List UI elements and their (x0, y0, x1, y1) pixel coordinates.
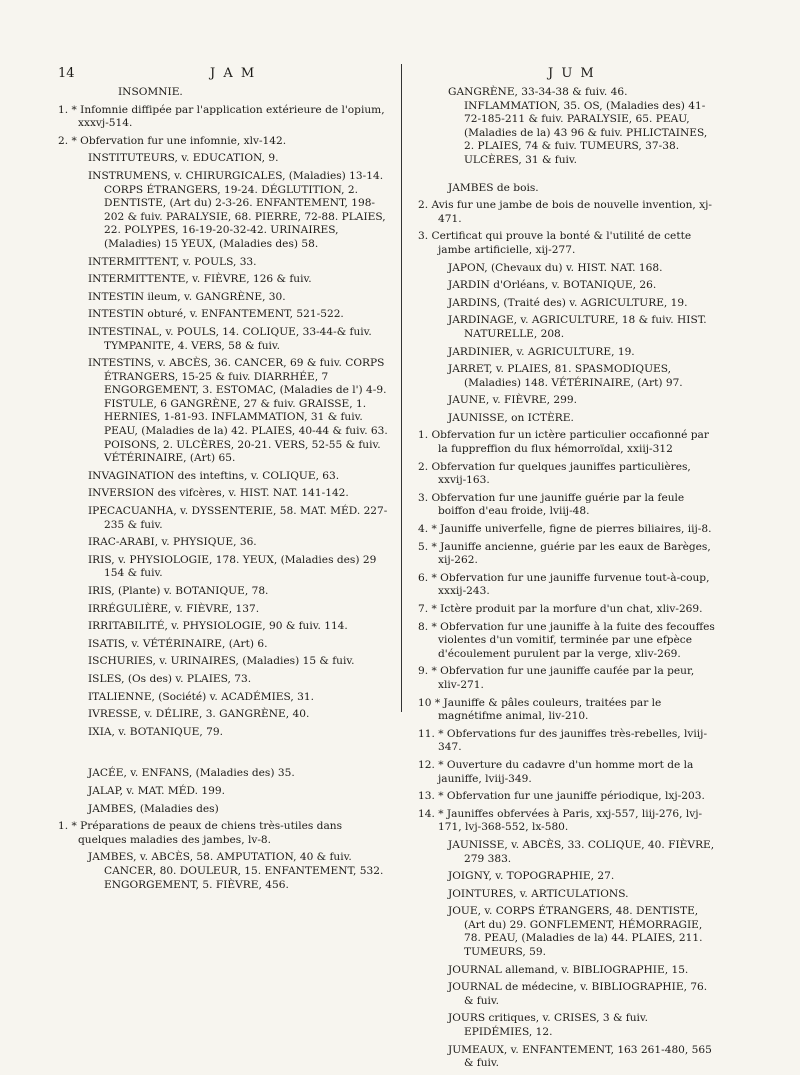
index-entry: JAUNISSE, on ICTÈRE. (448, 411, 574, 424)
numbered-entry: 1. Obfervation fur un ictère particulier occafionné par la fuppreffion du flux hémorroïdal, xxiij-312 (418, 429, 709, 456)
right-column (418, 86, 718, 1075)
numbered-entry: 14. * Jauniffes obfervées à Paris, xxj-557, liij-276, lvj-171, lvj-368-552, lx-580. (418, 807, 703, 834)
index-entry: IRIS, (Plante) v. BOTANIQUE, 78. (88, 585, 269, 597)
index-entry: ISLES, (Os des) v. PLAIES, 73. (88, 672, 252, 685)
section-heading: INSOMNIE. (118, 86, 183, 98)
index-entry: JOURNAL allemand, v. BIBLIOGRAPHIE, 15. (448, 963, 689, 976)
index-entry: INTERMITTENT, v. POULS, 33. (88, 255, 257, 268)
numbered-entry: 3. Certificat qui prouve la bonté & l'utilité de cette jambe artificielle, xij-277. (418, 230, 692, 256)
numbered-entry: 9. * Obfervation fur une jauniffe caufée par la peur, xliv-271. (418, 665, 695, 691)
index-entry: JALAP, v. MAT. MÉD. 199. (88, 784, 225, 797)
numbered-entry: 11. * Obfervations fur des jauniffes très-rebelles, lviij-347. (418, 727, 708, 754)
index-entry: JARDINIER, v. AGRICULTURE, 19. (448, 345, 635, 358)
running-head-right: J U M (548, 66, 596, 81)
index-entry: JOURNAL de médecine, v. BIBLIOGRAPHIE, 76. & fuiv. (448, 981, 708, 1007)
index-entry: ISCHURIES, v. URINAIRES, (Maladies) 15 & fuiv. (88, 655, 355, 668)
numbered-entry: 10 * Jauniffe & pâles couleurs, traitées par le magnétifme animal, liv-210. (418, 696, 662, 723)
index-entry: ISATIS, v. VÉTÉRINAIRE, (Art) 6. (88, 637, 268, 650)
index-entry: INTERMITTENTE, v. FIÈVRE, 126 & fuiv. (88, 273, 312, 286)
index-entry: JOURS critiques, v. CRISES, 3 & fuiv. EPIDÉMIES, 12. (448, 1012, 649, 1039)
index-entry: JOUE, v. CORPS ÉTRANGERS, 48. DENTISTE, (Art du) 29. GONFLEMENT, HÉMORRAGIE, 78. PEAU, (Maladies de la) 44. PLAIES, 211. TUMEURS, 59. (448, 905, 703, 959)
index-entry: JARDINAGE, v. AGRICULTURE, 18 & fuiv. HIST. NATURELLE, 208. (448, 314, 707, 340)
numbered-entry: 6. * Obfervation fur une jauniffe furvenue tout-à-coup, xxxij-243. (418, 571, 710, 598)
numbered-entry: 2. Obfervation fur quelques jauniffes particulières, xxvij-163. (418, 460, 691, 487)
index-entry: IRRÉGULIÈRE, v. FIÈVRE, 137. (88, 602, 260, 615)
numbered-entry: 3. Obfervation fur une jauniffe guérie par la feule boiffon d'eau froide, lviij-48. (418, 491, 685, 518)
index-entry: INVERSION des vifcères, v. HIST. NAT. 141-142. (88, 487, 349, 500)
index-entry: INSTITUTEURS, v. EDUCATION, 9. (88, 152, 279, 165)
index-entry: JAPON, (Chevaux du) v. HIST. NAT. 168. (448, 261, 663, 274)
index-entry: INTESTIN ileum, v. GANGRÈNE, 30. (88, 290, 286, 303)
numbered-entry: 12. * Ouverture du cadavre d'un homme mort de la jauniffe, lviij-349. (418, 758, 694, 785)
index-entry: IRAC-ARABI, v. PHYSIQUE, 36. (88, 536, 257, 549)
column-divider (401, 64, 402, 712)
left-column (58, 86, 388, 896)
numbered-entry: 1. * Infomnie diffipée par l'application extérieure de l'opium, xxxvj-514. (58, 103, 385, 130)
index-entry: IRIS, v. PHYSIOLOGIE, 178. YEUX, (Maladies des) 29 154 & fuiv. (88, 553, 377, 580)
numbered-entry: 7. * Ictère produit par la morfure d'un chat, xliv-269. (418, 603, 703, 615)
index-entry: JACÉE, v. ENFANS, (Maladies des) 35. (88, 767, 295, 780)
index-entry: INTESTIN obturé, v. ENFANTEMENT, 521-522. (88, 308, 344, 321)
index-entry: INTESTINAL, v. POULS, 14. COLIQUE, 33-44-& fuiv. TYMPANITE, 4. VERS, 58 & fuiv. (88, 325, 372, 352)
index-entry: JOINTURES, v. ARTICULATIONS. (448, 887, 629, 900)
numbered-entry: 13. * Obfervation fur une jauniffe périodique, lxj-203. (418, 790, 705, 803)
index-entry: IVRESSE, v. DÉLIRE, 3. GANGRÈNE, 40. (88, 708, 310, 721)
index-entry: JAUNISSE, v. ABCÈS, 33. COLIQUE, 40. FIÈVRE, 279 383. (448, 838, 715, 865)
index-entry: IRRITABILITÉ, v. PHYSIOLOGIE, 90 & fuiv. 114. (88, 620, 348, 633)
index-entry: ITALIENNE, (Société) v. ACADÉMIES, 31. (88, 690, 314, 703)
index-entry: IXIA, v. BOTANIQUE, 79. (88, 725, 223, 738)
numbered-entry: 2. * Obfervation fur une infomnie, xlv-142. (58, 134, 287, 147)
index-entry: JARRET, v. PLAIES, 81. SPASMODIQUES, (Maladies) 148. VÉTÉRINAIRE, (Art) 97. (448, 363, 683, 389)
index-entry: JAMBES, v. ABCÈS, 58. AMPUTATION, 40 & fuiv. CANCER, 80. DOULEUR, 15. ENFANTEMENT, 532. ENGORGEMENT, 5. FIÈVRE, 456. (88, 851, 384, 891)
index-entry: IPECACUANHA, v. DYSSENTERIE, 58. MAT. MÉD. 227-235 & fuiv. (88, 505, 388, 531)
index-entry: JUMEAUX, v. ENFANTEMENT, 163 261-480, 565 & fuiv. (448, 1043, 712, 1070)
index-entry: INSTRUMENS, v. CHIRURGICALES, (Maladies) 13-14. CORPS ÉTRANGERS, 19-24. DÉGLUTITION, 2. DENTISTE, (Art du) 2-3-26. ENFANTEMENT, 198-202 & fuiv. PARALYSIE, 68. PIERRE, 72-88. PLAIES, 22. POLYPES, 16-19-20-32-42. URINAIRES, (Maladies) 15 YEUX, (Maladies des) 58. (88, 169, 386, 250)
page-number: 14 (58, 66, 75, 81)
index-entry: JAUNE, v. FIÈVRE, 299. (448, 394, 577, 407)
index-entry: JAMBES de bois. (448, 181, 539, 194)
numbered-entry: 4. * Jauniffe univerfelle, figne de pierres biliaires, iij-8. (418, 523, 712, 536)
spacer (58, 743, 388, 763)
numbered-entry: 1. * Préparations de peaux de chiens très-utiles dans quelques maladies des jambes, lv-8. (58, 820, 343, 846)
index-entry: JARDINS, (Traité des) v. AGRICULTURE, 19. (448, 296, 688, 309)
index-entry: GANGRÈNE, 33-34-38 & fuiv. 46. INFLAMMATION, 35. OS, (Maladies des) 41-72-185-211 & fuiv. PARALYSIE, 65. PEAU, (Maladies de la) 43 96 & fuiv. PHLICTAINES, 2. PLAIES, 74 & fuiv. TUMEURS, 37-38. ULCÈRES, 31 & fuiv. (448, 86, 708, 166)
index-entry: JAMBES, (Maladies des) (88, 802, 219, 815)
numbered-entry: 2. Avis fur une jambe de bois de nouvelle invention, xj-471. (418, 199, 712, 225)
numbered-entry: 5. * Jauniffe ancienne, guérie par les eaux de Barèges, xij-262. (418, 540, 711, 567)
index-entry: INVAGINATION des inteftins, v. COLIQUE, 63. (88, 469, 340, 482)
spacer (418, 172, 718, 178)
index-entry: INTESTINS, v. ABCÈS, 36. CANCER, 69 & fuiv. CORPS ÉTRANGERS, 15-25 & fuiv. DIARRHÉE, 7 ENGORGEMENT, 3. ESTOMAC, (Maladies de l') 4-9. FISTULE, 6 GANGRÈNE, 27 & fuiv. GRAISSE, 1. HERNIES, 1-81-93. INFLAMMATION, 31 & fuiv. PEAU, (Maladies de la) 42. PLAIES, 40-44 & fuiv. 63. POISONS, 2. ULCÈRES, 20-21. VERS, 52-55 & fuiv. VÉTÉRINAIRE, (Art) 65. (88, 357, 388, 465)
numbered-entry: 8. * Obfervation fur une jauniffe à la fuite des fecouffes violentes d'un vomitif, terminée par une efpèce d'écoulement purulent par la verge, xliv-269. (418, 620, 715, 660)
running-head-left: J A M (210, 66, 257, 81)
index-entry: JOIGNY, v. TOPOGRAPHIE, 27. (448, 870, 615, 883)
index-entry: JARDIN d'Orléans, v. BOTANIQUE, 26. (448, 279, 657, 292)
